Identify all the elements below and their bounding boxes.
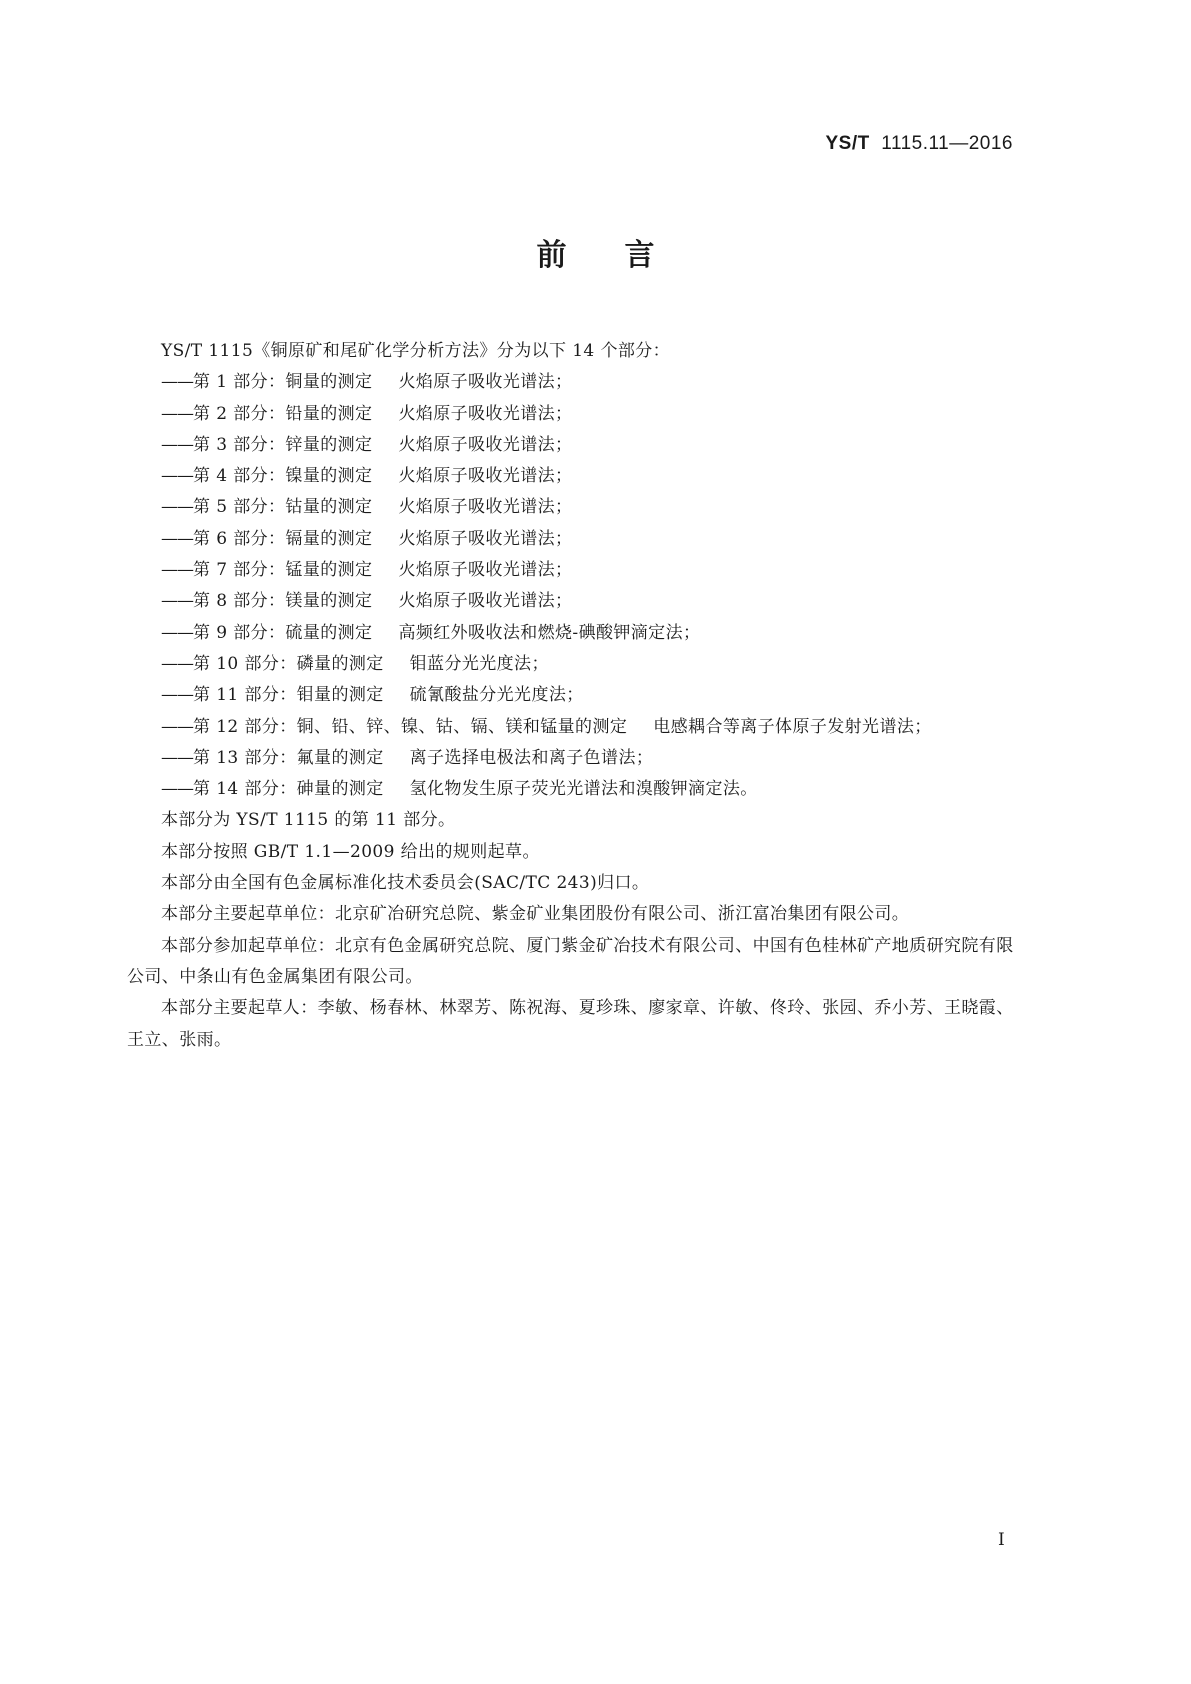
list-dash: —— (161, 466, 193, 487)
standard-code-prefix: YS/T (825, 133, 870, 154)
list-item (127, 524, 1027, 555)
part-label: 第 7 部分：锰量的测定 (193, 560, 373, 581)
part-method: 氢化物发生原子荧光光谱法和溴酸钾滴定法。 (409, 779, 758, 800)
part-method: 火焰原子吸收光谱法； (398, 372, 573, 393)
parts-list (127, 367, 1027, 805)
list-dash: —— (161, 685, 193, 706)
list-item (127, 743, 1027, 774)
standard-code (825, 133, 1013, 155)
part-method: 火焰原子吸收光谱法； (398, 434, 573, 455)
list-dash: —— (161, 622, 193, 643)
list-item (127, 367, 1027, 398)
list-dash: —— (161, 372, 193, 393)
part-label: 第 10 部分：磷量的测定 (193, 653, 384, 674)
list-item (127, 649, 1027, 680)
drafting-rules-paragraph: 本部分按照 GB/T 1.1—2009 给出的规则起草。 (161, 841, 540, 862)
part-method: 火焰原子吸收光谱法； (398, 466, 573, 487)
list-item (127, 399, 1027, 430)
list-item (127, 430, 1027, 461)
part-method: 火焰原子吸收光谱法； (398, 528, 573, 549)
intro-paragraph: YS/T 1115《铜原矿和尾矿化学分析方法》分为以下 14 个部分： (161, 341, 671, 361)
part-method: 火焰原子吸收光谱法； (398, 560, 573, 581)
part-label: 第 3 部分：锌量的测定 (193, 434, 373, 455)
list-dash: —— (161, 434, 193, 455)
list-dash: —— (161, 653, 193, 674)
list-item (127, 461, 1027, 492)
main-drafters-paragraph: 本部分主要起草人：李敏、杨春林、林翠芳、陈祝海、夏珍珠、廖家章、许敏、佟玲、张园、乔小芳、王晓霞、王立、张雨。 (127, 998, 1014, 1050)
part-method: 电感耦合等离子体原子发射光谱法； (653, 716, 932, 737)
list-dash: —— (161, 497, 193, 518)
list-item (127, 774, 1027, 805)
standard-code-number: 1115.11—2016 (881, 133, 1013, 154)
list-dash: —— (161, 560, 193, 581)
part-label: 第 9 部分：硫量的测定 (193, 622, 373, 643)
document-body (127, 336, 1027, 1056)
part-method: 高频红外吸收法和燃烧-碘酸钾滴定法； (398, 622, 701, 643)
list-dash: —— (161, 716, 193, 737)
list-item (127, 680, 1027, 711)
committee-paragraph: 本部分由全国有色金属标准化技术委员会(SAC/TC 243)归口。 (161, 873, 650, 894)
part-label: 第 4 部分：镍量的测定 (193, 466, 373, 487)
part-label: 第 6 部分：镉量的测定 (193, 528, 373, 549)
list-dash: —— (161, 528, 193, 549)
part-method: 火焰原子吸收光谱法； (398, 591, 573, 612)
part-label: 第 12 部分：铜、铅、锌、镍、钴、镉、镁和锰量的测定 (193, 716, 628, 737)
part-label: 第 5 部分：钴量的测定 (193, 497, 373, 518)
list-item (127, 586, 1027, 617)
list-item (127, 618, 1027, 649)
page-title: 前言 (536, 238, 713, 273)
part-method: 火焰原子吸收光谱法； (398, 497, 573, 518)
list-dash: —— (161, 403, 193, 424)
list-item (127, 555, 1027, 586)
part-number-paragraph: 本部分为 YS/T 1115 的第 11 部分。 (161, 810, 456, 831)
list-dash: —— (161, 747, 193, 768)
list-item (127, 712, 1027, 743)
list-dash: —— (161, 779, 193, 800)
part-label: 第 13 部分：氟量的测定 (193, 747, 384, 768)
part-method: 钼蓝分光光度法； (409, 653, 549, 674)
page-number: I (998, 1530, 1005, 1550)
list-item (127, 492, 1027, 523)
part-method: 离子选择电极法和离子色谱法； (409, 747, 654, 768)
part-method: 硫氰酸盐分光光度法； (409, 685, 584, 706)
part-label: 第 1 部分：铜量的测定 (193, 372, 373, 393)
main-drafting-units-paragraph: 本部分主要起草单位：北京矿冶研究总院、紫金矿业集团股份有限公司、浙江富冶集团有限公司。 (161, 904, 910, 925)
participating-units-paragraph: 本部分参加起草单位：北京有色金属研究总院、厦门紫金矿冶技术有限公司、中国有色桂林矿产地质研究院有限公司、中条山有色金属集团有限公司。 (127, 935, 1014, 987)
part-label: 第 8 部分：镁量的测定 (193, 591, 373, 612)
part-label: 第 14 部分：砷量的测定 (193, 779, 384, 800)
part-method: 火焰原子吸收光谱法； (398, 403, 573, 424)
part-label: 第 11 部分：钼量的测定 (193, 685, 384, 706)
part-label: 第 2 部分：铅量的测定 (193, 403, 373, 424)
list-dash: —— (161, 591, 193, 612)
